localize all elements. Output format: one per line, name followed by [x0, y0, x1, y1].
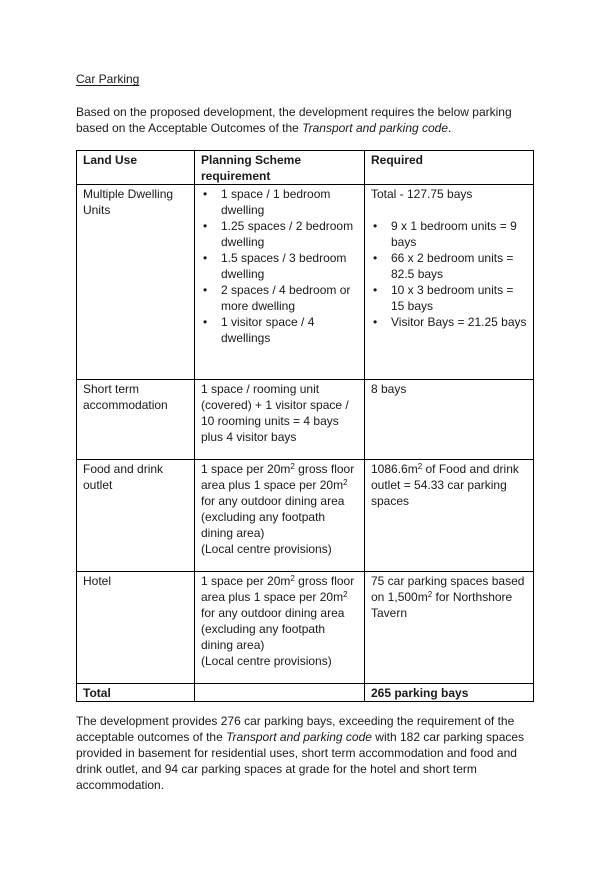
requirement-text: gross floor area plus 1 space per 20m	[201, 462, 355, 492]
land-use-cell: Multiple Dwelling Units	[77, 185, 195, 380]
table-row	[77, 460, 534, 572]
superscript: 2	[427, 590, 433, 599]
table-row	[77, 380, 534, 460]
land-use-cell: Short term accommodation	[77, 380, 195, 460]
total-label: Total	[77, 684, 195, 702]
superscript: 2	[417, 462, 423, 471]
list-item: • 1.25 spaces / 2 bedroom dwelling	[201, 218, 358, 250]
required-cell	[365, 460, 534, 572]
section-heading: Car Parking	[76, 72, 140, 86]
intro-text-end: .	[448, 121, 452, 135]
requirement-text: for any outdoor dining area (excluding any footpath dining area)	[201, 606, 345, 652]
table-row	[77, 572, 534, 684]
superscript: 2	[290, 462, 295, 471]
requirement-cell: 1 space / rooming unit (covered) + 1 visitor space / 10 rooming units = 4 bays plus 4 visitor bays	[195, 380, 365, 460]
superscript: 2	[290, 574, 295, 583]
list-item: • Visitor Bays = 21.25 bays	[371, 314, 527, 330]
required-cell: 8 bays	[365, 380, 534, 460]
requirement-text: gross floor area plus 1 space per 20m	[201, 574, 355, 604]
list-item: • 1.5 spaces / 3 bedroom dwelling	[201, 250, 358, 282]
summary-text: The development provides 276 car parking bays, exceeding the requirement of the acceptable outcomes of the	[76, 714, 515, 744]
table-row	[77, 185, 534, 380]
intro-text: Based on the proposed development, the development requires the below parking based on the Acceptable Outcomes of the	[76, 105, 512, 135]
required-text: 1086.6m	[371, 462, 418, 476]
list-item: • 2 spaces / 4 bedroom or more dwelling	[201, 282, 358, 314]
total-value: 265 parking bays	[365, 684, 534, 702]
intro-paragraph	[76, 104, 536, 136]
summary-paragraph	[76, 713, 536, 793]
intro-code-name: Transport and parking code	[302, 121, 449, 135]
list-item: • 10 x 3 bedroom units = 15 bays	[371, 282, 527, 314]
requirement-note: (Local centre provisions)	[201, 654, 332, 668]
required-cell	[365, 572, 534, 684]
summary-text-end: with 182 car parking spaces provided in basement for residential uses, short term accommodation and food and drink outlet, and 94 car parking spaces at grade for the hotel and short term accommodation.	[76, 730, 525, 792]
requirement-cell	[195, 460, 365, 572]
superscript: 2	[343, 590, 348, 599]
land-use-cell: Food and drink outlet	[77, 460, 195, 572]
list-item: • 1 space / 1 bedroom dwelling	[201, 186, 358, 218]
list-item: • 1 visitor space / 4 dwellings	[201, 314, 358, 346]
parking-table	[76, 150, 534, 702]
summary-code-name: Transport and parking code	[226, 730, 372, 744]
list-item: • 66 x 2 bedroom units = 82.5 bays	[371, 250, 527, 282]
table-total-row	[77, 684, 534, 702]
required-text: 75 car parking spaces based on 1,500m	[371, 574, 525, 604]
table-header-row	[77, 151, 534, 185]
header-land-use: Land Use	[77, 151, 195, 185]
requirement-note: (Local centre provisions)	[201, 542, 332, 556]
required-total: Total - 127.75 bays	[371, 187, 473, 201]
land-use-cell: Hotel	[77, 572, 195, 684]
total-empty-cell	[195, 684, 365, 702]
requirement-text: 1 space per 20m	[201, 574, 291, 588]
required-text: for Northshore Tavern	[371, 590, 513, 620]
header-requirement: Planning Scheme requirement	[195, 151, 365, 185]
header-required: Required	[365, 151, 534, 185]
requirement-text: for any outdoor dining area (excluding any footpath dining area)	[201, 494, 345, 540]
required-cell	[365, 185, 534, 380]
list-item: • 9 x 1 bedroom units = 9 bays	[371, 218, 527, 250]
required-list	[371, 218, 527, 330]
requirement-text: 1 space per 20m	[201, 462, 291, 476]
requirement-list	[201, 186, 358, 346]
requirement-cell	[195, 572, 365, 684]
requirement-cell	[195, 185, 365, 380]
superscript: 2	[343, 478, 348, 487]
required-text: of Food and drink outlet = 54.33 car parking spaces	[371, 462, 519, 508]
